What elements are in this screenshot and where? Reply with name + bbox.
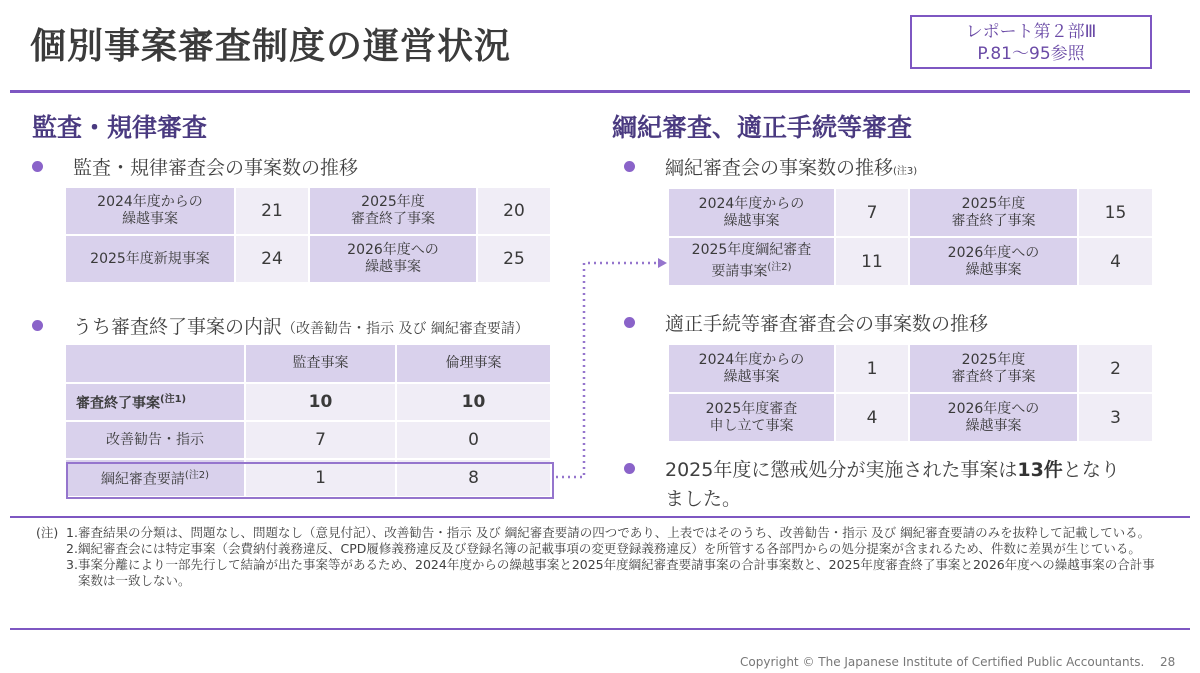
cell-value: 1 (836, 345, 908, 392)
cell-value: 25 (478, 236, 550, 282)
cell-value: 2 (1079, 345, 1152, 392)
cell-label: 2025年度 審査終了事案 (910, 345, 1077, 392)
right-section-heading: 綱紀審査、適正手続等審査 (612, 113, 913, 142)
dotted-connector-arrow (554, 255, 670, 485)
column-header-ethics: 倫理事案 (397, 345, 550, 382)
cell-label: 2025年度 審査終了事案 (910, 189, 1077, 236)
report-reference-box (910, 15, 1152, 69)
cell-value: 7 (246, 422, 395, 458)
row-label-concluded: 審査終了事案$^{(注1)}$ (66, 384, 244, 420)
cell-label: 2025年度新規事案 (66, 236, 234, 282)
cell-label: 2025年度綱紀審査 要請事案$^{(注2)}$ (669, 238, 834, 285)
left-bullet-1-text: 監査・規律審査会の事案数の推移 (73, 157, 359, 179)
discipline-review-counts-table (667, 187, 1154, 287)
footnote-1: (注) 1. 審査結果の分類は、問題なし、問題なし（意見付記）、改善勧告・指示 及び 綱紀審査要請の四つであり、上表ではそのうち、改善勧告・指示 及び 綱紀審査要請のみを抜粋して記載している。 (36, 525, 1151, 540)
discipline-request-highlight-box (66, 462, 554, 499)
cell-label: 2024年度からの 繰越事案 (669, 345, 834, 392)
due-process-review-counts-table (667, 343, 1154, 443)
cell-value: 3 (1079, 394, 1152, 441)
bullet-dot-icon (624, 161, 635, 172)
bullet-dot-icon (624, 463, 635, 474)
header-divider (10, 90, 1190, 93)
right-bullet-2 (624, 309, 988, 336)
page-title: 個別事案審査制度の運営状況 (30, 26, 512, 67)
right-bullet-1-note: (注3) (893, 166, 918, 177)
left-bullet-2-subtext: （改善勧告・指示 及び 綱紀審査要請） (282, 321, 529, 337)
right-bullet-1-text: 綱紀審査会の事案数の推移 (665, 157, 894, 179)
cell-value: 24 (236, 236, 308, 282)
report-reference-line1: レポート第２部Ⅲ (965, 22, 1097, 42)
cell-value: 21 (236, 188, 308, 234)
cell-value: 1 (246, 460, 395, 496)
right-bullet-2-text: 適正手続等審査審査会の事案数の推移 (665, 313, 989, 335)
cell-value: 20 (478, 188, 550, 234)
left-bullet-2-text: うち審査終了事案の内訳 (73, 316, 283, 338)
cell-value: 10 (397, 384, 550, 420)
cell-value: 4 (836, 394, 908, 441)
copyright-text: Copyright © The Japanese Institute of Certified Public Accountants. (740, 655, 1145, 669)
cell-value: 10 (246, 384, 395, 420)
cell-value: 11 (836, 238, 908, 285)
cell-label: 2026年度への 繰越事案 (910, 238, 1077, 285)
notes-top-divider (10, 516, 1190, 518)
header-empty-cell (66, 345, 244, 382)
row-label-improvement: 改善勧告・指示 (66, 422, 244, 458)
left-section-heading: 監査・規律審査 (32, 113, 208, 142)
bullet-dot-icon (32, 320, 43, 331)
cell-value: 4 (1079, 238, 1152, 285)
cell-value: 15 (1079, 189, 1152, 236)
right-bullet-1 (624, 153, 917, 180)
notes-bottom-divider (10, 628, 1190, 630)
cell-label: 2026年度への 繰越事案 (910, 394, 1077, 441)
audit-discipline-counts-table (64, 186, 552, 284)
left-bullet-2 (32, 312, 529, 339)
right-bullet-3 (624, 456, 1120, 514)
bullet-dot-icon (32, 161, 43, 172)
cell-label: 2026年度への 繰越事案 (310, 236, 476, 282)
cell-label: 2025年度審査 申し立て事案 (669, 394, 834, 441)
row-label-discipline-request: 綱紀審査要請$^{(注2)}$ (66, 460, 244, 496)
column-header-audit: 監査事案 (246, 345, 395, 382)
cell-label: 2024年度からの 繰越事案 (669, 189, 834, 236)
bullet-dot-icon (624, 317, 635, 328)
cell-label: 2024年度からの 繰越事案 (66, 188, 234, 234)
footnotes (36, 525, 1156, 589)
cell-value: 7 (836, 189, 908, 236)
cell-value: 0 (397, 422, 550, 458)
cell-label: 2025年度 審査終了事案 (310, 188, 476, 234)
page-number: 28 (1160, 655, 1176, 669)
cell-value: 8 (397, 460, 550, 496)
footnote-2: 2. 綱紀審査会には特定事案（会費納付義務違反、CPD履修義務違反及び登録名簿の記載事項の変更登録義務違反）を所管する各部門からの処分提案が含まれるため、件数に差異が生じている。 (66, 541, 1141, 556)
right-bullet-3-text: 2025年度に懲戒処分が実施された事案は13件となり ました。 (665, 459, 1120, 510)
report-reference-line2: P.81～95参照 (977, 44, 1085, 64)
left-bullet-1 (32, 153, 358, 180)
footnote-3: 3. 事案分離により一部先行して結論が出た事案等があるため、2024年度からの繰越事案と2025年度綱紀審査要請事案の合計事案数と、2025年度審査終了事案と2026年度への繰越事案の合計事案数は一致しない。 (66, 557, 1155, 588)
